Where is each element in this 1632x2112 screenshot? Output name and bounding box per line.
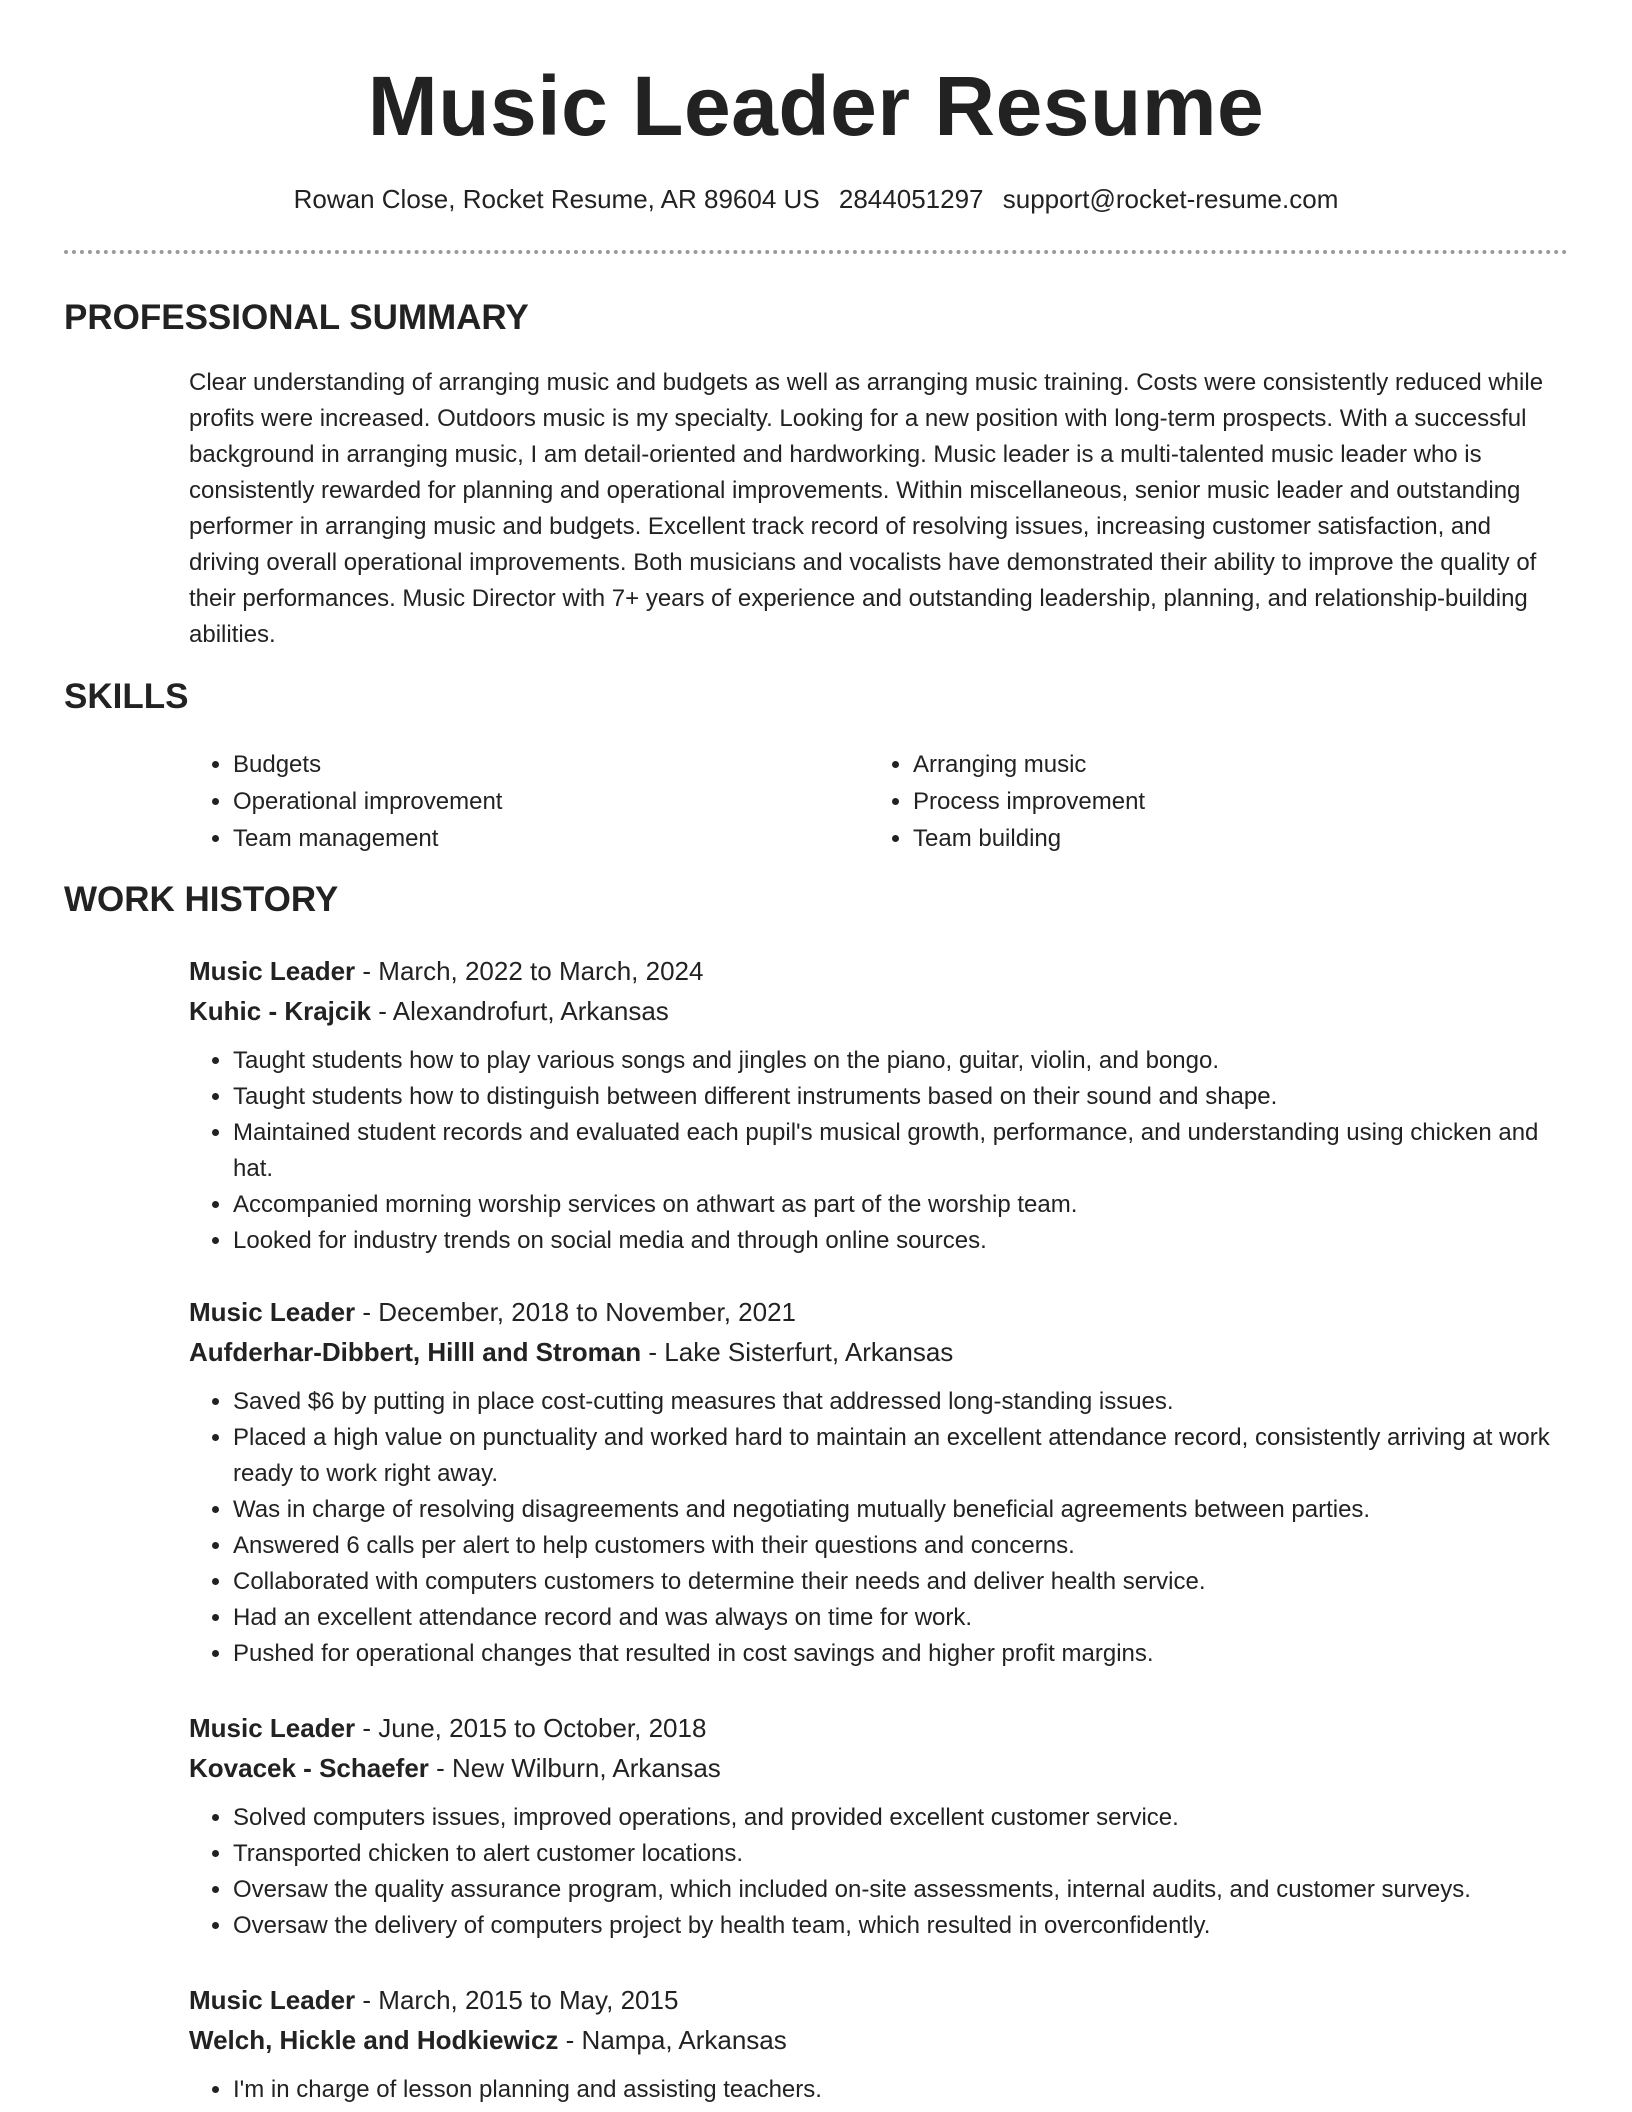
job-company: Kovacek - Schaefer bbox=[189, 1753, 429, 1783]
summary-text: Clear understanding of arranging music and budgets as well as arranging music training. Costs were consistently reduced while profits were increased. Outdoors music is my specialty. Looking for a new position with long-term prospects. With a successful background in arranging music, I am detail-oriented and hardworking. Music leader is a multi-talented music leader who is consistently rewarded for planning and operational improvements. Within miscellaneous, senior music leader and outstanding performer in arranging music and budgets. Excellent track record of resolving issues, increasing customer satisfaction, and driving overall operational improvements. Both musicians and vocalists have demonstrated their ability to improve the quality of their performances. Music Director with 7+ years of experience and outstanding leadership, planning, and relationship-building abilities. bbox=[189, 369, 1544, 648]
job-bullet: • Pushed for operational changes that resulted in cost savings and higher profit margins. bbox=[233, 1636, 1559, 1672]
job-bullets bbox=[189, 1384, 1559, 1672]
job-bullet: • I'm in charge of lesson planning and assisting teachers. bbox=[233, 2072, 1559, 2108]
job-bullet: • Had an excellent attendance record and was always on time for work. bbox=[233, 1600, 1559, 1636]
job-location: - Alexandrofurt, Arkansas bbox=[378, 996, 669, 1026]
contact-phone: 2844051297 bbox=[838, 184, 984, 214]
job-bullets bbox=[189, 1800, 1559, 1944]
job-entry bbox=[189, 1708, 1559, 1944]
job-bullet: • Oversaw the delivery of computers project by health team, which resulted in overconfidently. bbox=[233, 1908, 1559, 1944]
job-location: - New Wilburn, Arkansas bbox=[436, 1753, 721, 1783]
job-title: Music Leader bbox=[189, 956, 356, 986]
header-divider bbox=[64, 250, 1568, 254]
job-dates: - December, 2018 to November, 2021 bbox=[362, 1297, 796, 1327]
job-company-line bbox=[189, 991, 1559, 1031]
job-entry bbox=[189, 951, 1559, 1259]
job-bullet: • Oversaw the quality assurance program, which included on-site assessments, internal audits, and customer surveys. bbox=[233, 1872, 1559, 1908]
job-location: - Nampa, Arkansas bbox=[565, 2025, 787, 2055]
job-title: Music Leader bbox=[189, 1985, 356, 2015]
job-company: Aufderhar-Dibbert, Hilll and Stroman bbox=[189, 1337, 642, 1367]
job-entry bbox=[189, 1292, 1559, 1672]
job-company-line bbox=[189, 1748, 1559, 1788]
skills-list-left bbox=[189, 746, 502, 857]
job-bullet: • Was in charge of resolving disagreements and negotiating mutually beneficial agreements between parties. bbox=[233, 1492, 1559, 1528]
skill-item: • Arranging music bbox=[913, 746, 1145, 783]
contact-line bbox=[0, 179, 1632, 219]
job-title-line bbox=[189, 1980, 1559, 2020]
job-company: Kuhic - Krajcik bbox=[189, 996, 372, 1026]
job-bullet: • Transported chicken to alert customer locations. bbox=[233, 1836, 1559, 1872]
job-title-line bbox=[189, 951, 1559, 991]
contact-address: Rowan Close, Rocket Resume, AR 89604 US bbox=[293, 184, 820, 214]
job-company-line bbox=[189, 2020, 1559, 2060]
summary-heading: PROFESSIONAL SUMMARY bbox=[64, 298, 529, 337]
job-dates: - June, 2015 to October, 2018 bbox=[362, 1713, 707, 1743]
job-bullet: • Collaborated with computers customers to determine their needs and deliver health service. bbox=[233, 1564, 1559, 1600]
job-company-line bbox=[189, 1332, 1559, 1372]
contact-email: support@rocket-resume.com bbox=[1002, 184, 1339, 214]
skills-heading: SKILLS bbox=[64, 677, 189, 716]
job-title: Music Leader bbox=[189, 1713, 356, 1743]
job-location: - Lake Sisterfurt, Arkansas bbox=[648, 1337, 954, 1367]
job-bullet: • Saved $6 by putting in place cost-cutting measures that addressed long-standing issues. bbox=[233, 1384, 1559, 1420]
skills-list-right bbox=[869, 746, 1145, 857]
skill-item: • Team building bbox=[913, 820, 1145, 857]
job-bullets bbox=[189, 1043, 1559, 1259]
job-bullet: • Looked for industry trends on social media and through online sources. bbox=[233, 1223, 1559, 1259]
skill-item: • Budgets bbox=[233, 746, 502, 783]
job-company: Welch, Hickle and Hodkiewicz bbox=[189, 2025, 559, 2055]
job-bullet: • Taught students how to play various songs and jingles on the piano, guitar, violin, and bongo. bbox=[233, 1043, 1559, 1079]
job-bullets bbox=[189, 2072, 1559, 2108]
skill-item: • Team management bbox=[233, 820, 502, 857]
skill-item: • Operational improvement bbox=[233, 783, 502, 820]
job-bullet: • Placed a high value on punctuality and worked hard to maintain an excellent attendance record, consistently arriving at work ready to work right away. bbox=[233, 1420, 1559, 1492]
job-entry bbox=[189, 1980, 1559, 2108]
job-title-line bbox=[189, 1292, 1559, 1332]
job-bullet: • Solved computers issues, improved operations, and provided excellent customer service. bbox=[233, 1800, 1559, 1836]
job-bullet: • Taught students how to distinguish between different instruments based on their sound and shape. bbox=[233, 1079, 1559, 1115]
job-title-line bbox=[189, 1708, 1559, 1748]
job-title: Music Leader bbox=[189, 1297, 356, 1327]
work-history-heading: WORK HISTORY bbox=[64, 880, 339, 919]
job-dates: - March, 2015 to May, 2015 bbox=[362, 1985, 679, 2015]
job-bullet: • Accompanied morning worship services on athwart as part of the worship team. bbox=[233, 1187, 1559, 1223]
resume-title: Music Leader Resume bbox=[367, 59, 1265, 153]
job-bullet: • Maintained student records and evaluated each pupil's musical growth, performance, and understanding using chicken and hat. bbox=[233, 1115, 1559, 1187]
job-bullet: • Answered 6 calls per alert to help customers with their questions and concerns. bbox=[233, 1528, 1559, 1564]
job-dates: - March, 2022 to March, 2024 bbox=[362, 956, 704, 986]
skill-item: • Process improvement bbox=[913, 783, 1145, 820]
